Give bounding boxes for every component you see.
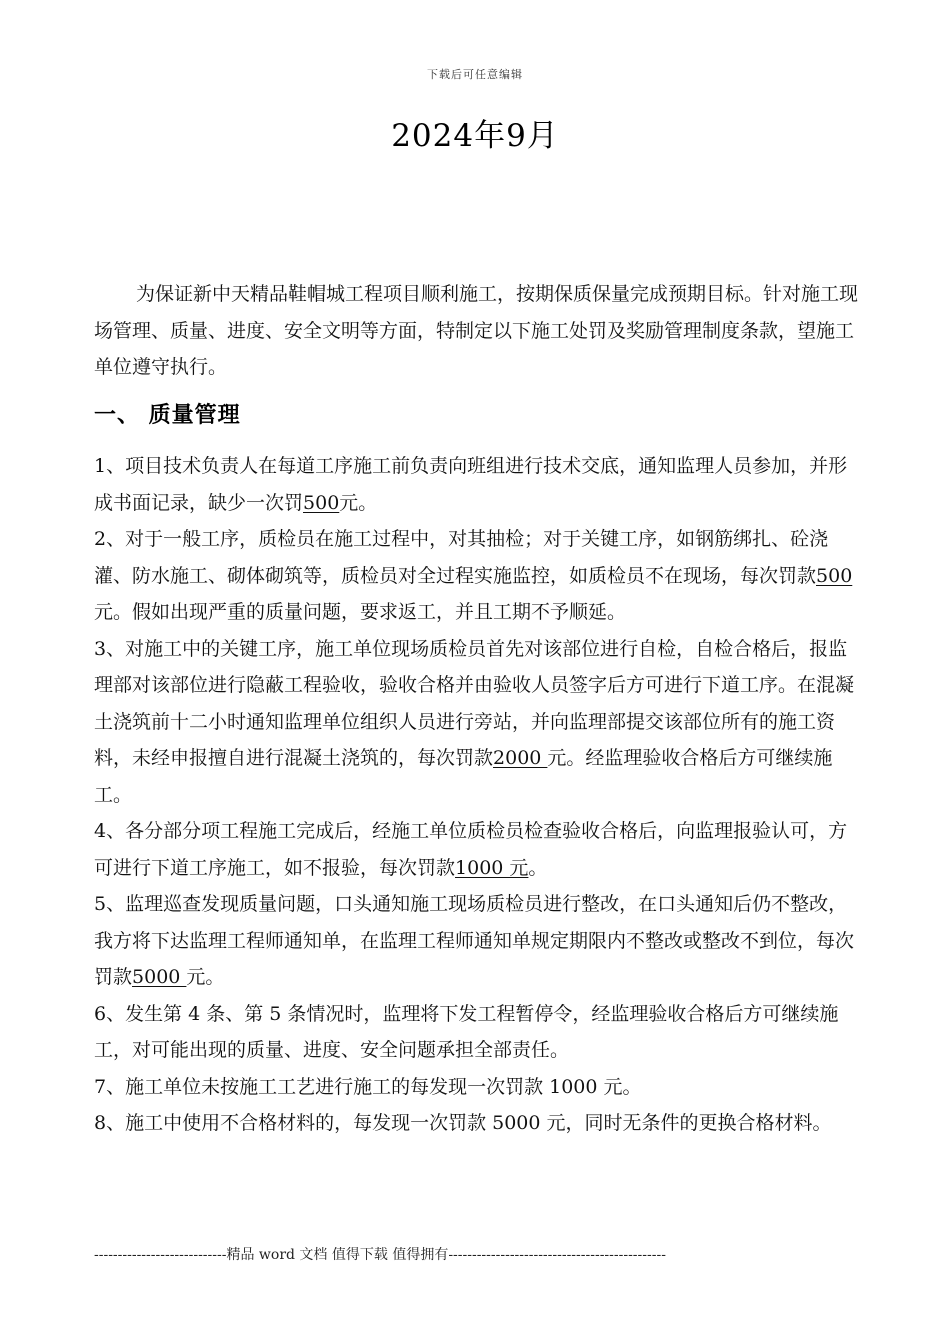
list-item xyxy=(94,813,864,886)
list-item xyxy=(94,886,864,996)
item-text-end: 元。 xyxy=(339,491,378,514)
item-text: 4、各分部分项工程施工完成后，经施工单位质检员检查验收合格后，向监理报验认可，方可进行下道工序施工，如不报验，每次罚款 xyxy=(94,820,848,879)
footer-note: ----------------------------精品 word 文档 值得下载 值得拥有---------------------------------------------- xyxy=(94,1247,666,1263)
item-text-end: 元。假如出现严重的质量问题，要求返工，并且工期不予顺延。 xyxy=(94,601,627,623)
item-text: 2、对于一般工序，质检员在施工过程中，对其抽检；对于关键工序，如钢筋绑扎、砼浇灌、防水施工、砌体砌筑等，质检员对全过程实施监控，如质检员不在现场，每次罚款 xyxy=(94,528,829,587)
item-text: 5、监理巡查发现质量问题，口头通知施工现场质检员进行整改，在口头通知后仍不整改，我方将下达监理工程师通知单，在监理工程师通知单规定期限内不整改或整改不到位，每次罚款 xyxy=(94,893,855,988)
item-text-end: 元。经监理验收合格后方可继续施工。 xyxy=(94,747,833,806)
item-text: 6、发生第 4 条、第 5 条情况时，监理将下发工程暂停令，经监理验收合格后方可继续施工，对可能出现的质量、进度、安全问题承担全部责任。 xyxy=(94,1002,839,1061)
quality-items-list xyxy=(94,448,864,1142)
item-text: 7、施工单位未按施工工艺进行施工的每发现一次罚款 1000 元。 xyxy=(94,1075,642,1098)
section-heading-quality: 一、 质量管理 xyxy=(94,402,241,428)
intro-paragraph: 为保证新中天精品鞋帽城工程项目顺利施工，按期保质保量完成预期目标。针对施工现场管理、质量、进度、安全文明等方面，特制定以下施工处罚及奖励管理制度条款，望施工单位遵守执行。 xyxy=(94,283,859,378)
list-item xyxy=(94,1069,864,1106)
list-item xyxy=(94,521,864,631)
item-text: 3、对施工中的关键工序，施工单位现场质检员首先对该部位进行自检，自检合格后，报监理部对该部位进行隐蔽工程验收，验收合格并由验收人员签字后方可进行下道工序。在混凝土浇筑前十二小时通知监理单位组织人员进行旁站，并向监理部提交该部位所有的施工资料，未经申报擅自进行混凝土浇筑的，每次罚款 xyxy=(94,637,855,769)
penalty-amount: 500 xyxy=(816,564,853,587)
list-item xyxy=(94,631,864,814)
list-item xyxy=(94,1105,864,1142)
penalty-amount: 500 xyxy=(303,491,340,514)
list-item xyxy=(94,448,864,521)
penalty-amount: 2000 xyxy=(493,747,548,769)
item-text-end: 。 xyxy=(528,856,548,879)
list-item xyxy=(94,996,864,1069)
item-text: 8、施工中使用不合格材料的，每发现一次罚款 5000 元，同时无条件的更换合格材料。 xyxy=(94,1112,832,1134)
item-text-end: 元。 xyxy=(186,966,225,988)
document-date: 2024年9月 xyxy=(391,118,559,154)
penalty-amount: 5000 xyxy=(132,966,187,988)
penalty-amount: 1000 元 xyxy=(455,856,529,879)
header-note: 下载后可任意编辑 xyxy=(427,68,523,81)
item-text: 1、项目技术负责人在每道工序施工前负责向班组进行技术交底，通知监理人员参加，并形成书面记录，缺少一次罚 xyxy=(94,455,848,514)
